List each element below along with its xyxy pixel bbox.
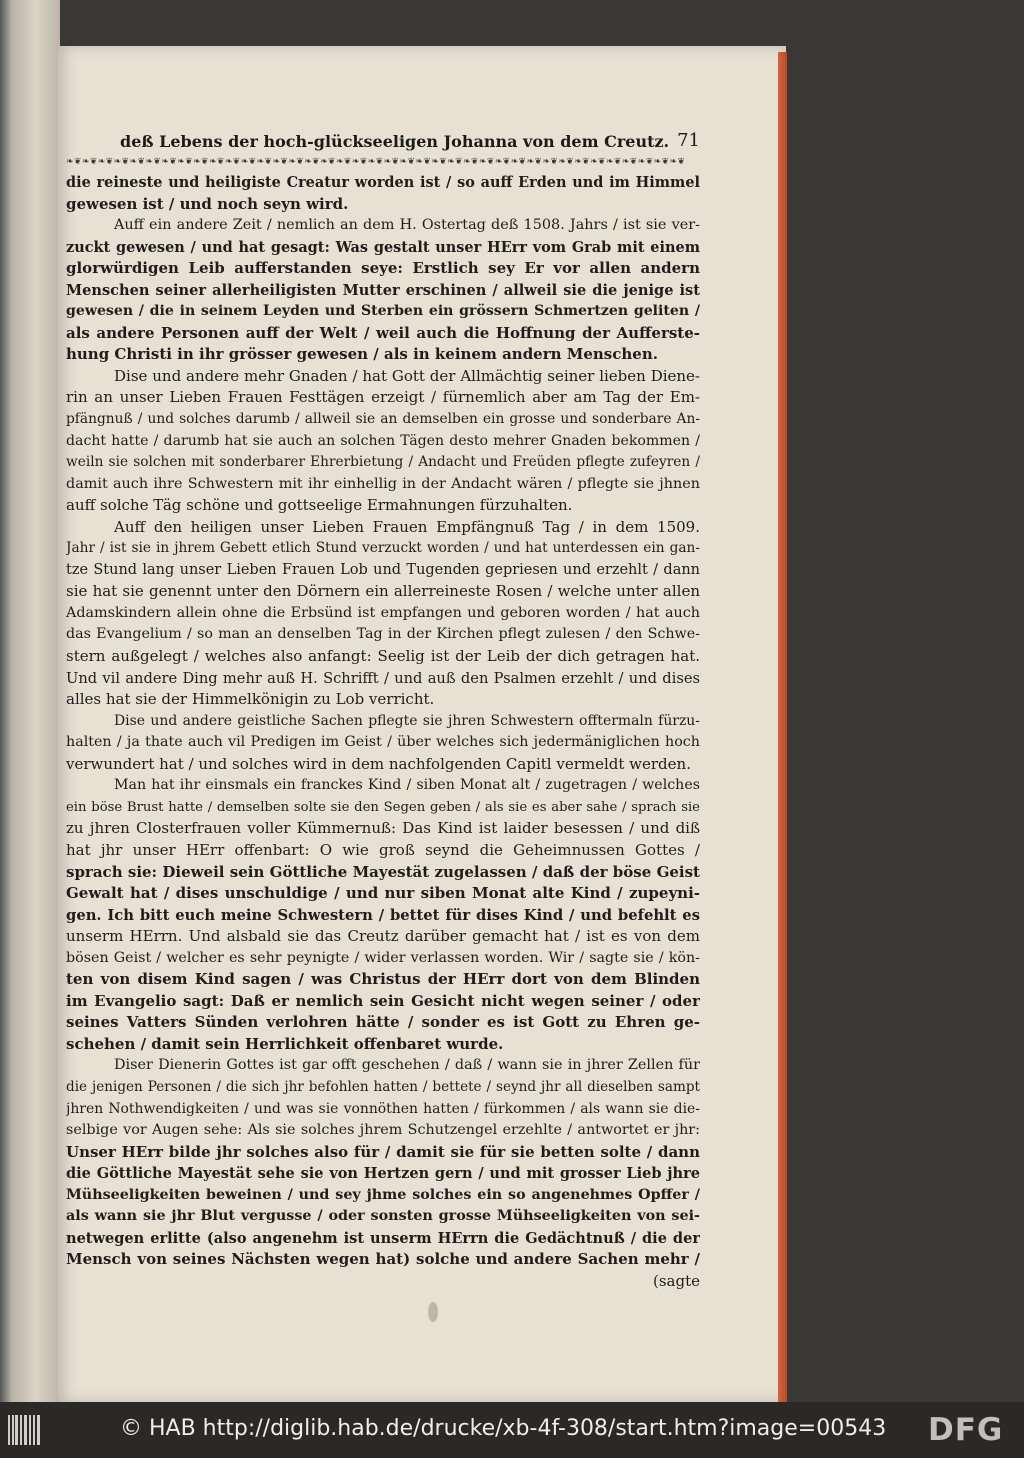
text-line: pfängnuß / und solches darumb / allweil sie an demselben ein grosse und sonderbare An-	[66, 411, 700, 428]
text-line: Und vil andere Ding mehr auß H. Schrifft / und auß den Psalmen erzehlt / und dises	[66, 669, 700, 687]
text-line: Man hat ihr einsmals ein franckes Kind / siben Monat alt / zugetragen / welches	[114, 777, 700, 794]
text-line: ein böse Brust hatte / demselben solte sie den Segen geben / als sie es aber sahe / sprach sie	[66, 799, 700, 815]
text-line: rin an unser Lieben Frauen Festtägen erzeigt / fürnemlich aber am Tag der Em-	[66, 388, 700, 407]
hab-barcode-logo-icon	[8, 1415, 42, 1445]
text-line: Menschen seiner allerheiligisten Mutter erschinen / allweil sie die jenige ist	[66, 281, 700, 299]
text-line: hat jhr unser HErr offenbart: O wie groß seynd die Geheimnussen Gottes /	[66, 840, 700, 859]
text-line: jhren Nothwendigkeiten / und was sie vonnöthen hatten / fürkommen / als wann sie die-	[66, 1100, 700, 1117]
text-line: Diser Dienerin Gottes ist gar offt geschehen / daß / wann sie in jhrer Zellen für	[114, 1057, 700, 1074]
text-line: dacht hatte / darumb hat sie auch an solchen Tägen desto mehrer Gnaden bekommen /	[66, 432, 700, 449]
red-page-edge	[778, 52, 787, 1402]
dfg-logo: DFG	[928, 1412, 1004, 1448]
text-line: verwundert hat / und solches wird in dem nachfolgenden Capitl vermeldt werden.	[66, 754, 691, 773]
text-line: ten von disem Kind sagen / was Christus der HErr dort von dem Blinden	[66, 970, 700, 989]
text-line: damit auch ihre Schwestern mit ihr einhellig in der Andacht wären / pflegte sie jhnen	[66, 475, 700, 492]
text-line: Mensch von seines Nächsten wegen hat) solche und andere Sachen mehr /	[66, 1250, 700, 1269]
paper-mark	[428, 1302, 438, 1322]
running-header	[120, 130, 700, 156]
text-line: netwegen erlitte (also angenehm ist unserm HErrn die Gedächtnuß / die der	[66, 1229, 700, 1247]
viewer-footer	[0, 1402, 1024, 1458]
text-line: Unser HErr bilde jhr solches also für / damit sie für sie betten solte / dann	[66, 1142, 700, 1161]
text-line: alles hat sie der Himmelkönigin zu Lob verricht.	[66, 690, 435, 709]
page-number: 71	[677, 130, 700, 151]
text-line: im Evangelio sagt: Daß er nemlich sein Gesicht nicht wegen seiner / oder	[66, 991, 700, 1010]
text-line: die reineste und heiligiste Creatur worden ist / so auff Erden und im Himmel	[66, 174, 700, 191]
text-line: halten / ja thate auch vil Predigen im Geist / über welches sich jedermäniglichen hoch	[66, 734, 700, 751]
book-left-page-edge	[0, 0, 60, 1402]
text-line: hung Christi in ihr grösser gewesen / als in keinem andern Menschen.	[66, 345, 658, 364]
ornament-rule: ❧❦❧❦❧❦❧❦❧❦❧❦❧❦❧❦❧❦❧❦❧❦❧❦❧❦❧❦❧❦❧❦❧❦❧❦❧❦❧❦❧❦❧❦❧❦❧❦❧❦❧❦❧❦❧❦❧❦❧❦❧❦❧❦❧❦❧❦❧❦❧❦❧❦❧❦❧❦	[66, 157, 686, 167]
text-line: Gewalt hat / dises unschuldige / und nur siben Monat alte Kind / zupeyni-	[66, 884, 700, 903]
text-line: als wann sie jhr Blut vergusse / oder sonsten grosse Mühseeligkeiten von sei-	[66, 1208, 700, 1225]
text-line: die Göttliche Mayestät sehe sie von Hertzen gern / und mit grosser Lieb jhre	[66, 1165, 700, 1183]
text-line: Dise und andere mehr Gnaden / hat Gott der Allmächtig seiner lieben Diene-	[114, 366, 700, 385]
text-line: sie hat sie genennt unter den Dörnern ein allerreineste Rosen / welche unter allen	[66, 582, 700, 601]
text-line: sprach sie: Dieweil sein Göttliche Mayestät zugelassen / daß der böse Geist	[66, 862, 700, 881]
text-line: Jahr / ist sie in jhrem Gebett etlich Stund verzuckt worden / und hat unterdessen ein gan-	[66, 540, 700, 557]
catchword: (sagte	[653, 1271, 700, 1290]
text-line: seines Vatters Sünden verlohren hätte / sonder es ist Gott zu Ehren ge-	[66, 1013, 700, 1032]
text-line: Adamskindern allein ohne die Erbsünd ist empfangen und geboren worden / hat auch	[66, 604, 700, 621]
text-line: glorwürdigen Leib aufferstanden seye: Erstlich sey Er vor allen andern	[66, 259, 700, 278]
text-line: zuckt gewesen / und hat gesagt: Was gestalt unser HErr vom Grab mit einem	[66, 238, 700, 256]
text-line: gewesen / die in seinem Leyden und Sterben ein grössern Schmertzen geliten /	[66, 303, 700, 320]
text-line: stern außgelegt / welches also anfangt: Seelig ist der Leib der dich getragen hat.	[66, 647, 700, 666]
text-line: gen. Ich bitt euch meine Schwestern / bettet für dises Kind / und befehlt es	[66, 906, 700, 924]
text-line: zu jhren Closterfrauen voller Kümmernuß: Das Kind ist laider besessen / und diß	[66, 819, 700, 838]
text-line: schehen / damit sein Herrlichkeit offenbaret wurde.	[66, 1034, 504, 1053]
text-line: als andere Personen auff der Welt / weil auch die Hoffnung der Aufferste-	[66, 323, 700, 342]
text-line: Auff den heiligen unser Lieben Frauen Empfängnuß Tag / in dem 1509.	[114, 517, 700, 536]
text-line: gewesen ist / und noch seyn wird.	[66, 194, 349, 213]
text-line: Auff ein andere Zeit / nemlich an dem H. Ostertag deß 1508. Jahrs / ist sie ver-	[114, 217, 700, 234]
text-line: die jenigen Personen / die sich jhr befohlen hatten / bettete / seynd jhr all dieselben sampt	[66, 1078, 700, 1095]
text-line: Mühseeligkeiten beweinen / und sey jhme solches ein so angenehmes Opffer /	[66, 1186, 700, 1203]
text-line: unserm HErrn. Und alsbald sie das Creutz darüber gemacht hat / ist es von dem	[66, 927, 700, 946]
text-line: tze Stund lang unser Lieben Frauen Lob und Tugenden gepriesen und erzehlt / dann	[66, 561, 700, 578]
text-line: auff solche Täg schöne und gottseelige Ermahnungen fürzuhalten.	[66, 496, 573, 515]
source-credit-link[interactable]: © HAB http://diglib.hab.de/drucke/xb-4f-308/start.htm?image=00543	[120, 1416, 887, 1441]
text-line: das Evangelium / so man an denselben Tag in der Kirchen pflegt zulesen / den Schwe-	[66, 626, 700, 643]
text-line: Dise und andere geistliche Sachen pflegte sie jhren Schwestern offtermaln fürzu-	[114, 712, 700, 729]
header-title: deß Lebens der hoch-glückseeligen Johanna von dem Creutz.	[120, 132, 670, 151]
text-line: selbige vor Augen sehe: Als sie solches jhrem Schutzengel erzehlte / antwortet er jhr:	[66, 1122, 700, 1139]
text-line: weiln sie solchen mit sonderbarer Ehrerbietung / Andacht und Freüden pflegte zufeyren /	[66, 454, 700, 471]
text-line: bösen Geist / welcher es sehr peynigte / wider verlassen worden. Wir / sagte sie / kön-	[66, 949, 700, 966]
body-text	[66, 172, 700, 1292]
